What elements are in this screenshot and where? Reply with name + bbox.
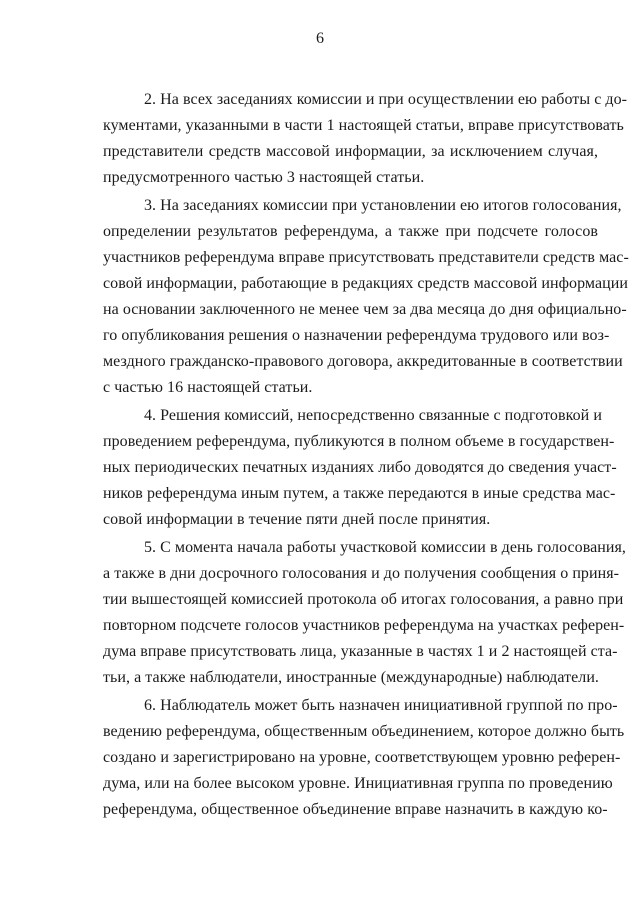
text-line: участников референдума вправе присутствовать представители средств мас- [103, 249, 629, 266]
paragraph-6 [103, 693, 625, 823]
text-line: на основании заключенного не менее чем за два месяца до дня официально- [103, 301, 627, 318]
text-line: 5. С момента начала работы участковой комиссии в день голосования, [144, 539, 626, 556]
text-line: референдума, общественное объединение вправе назначить в каждую ко- [103, 801, 608, 818]
paragraph-3 [103, 193, 629, 401]
text-line: с частью 16 настоящей статьи. [103, 379, 313, 396]
paragraph-4 [103, 403, 617, 533]
text-line: го опубликования решения о назначении референдума трудового или воз- [103, 327, 610, 344]
page-number: 6 [316, 30, 324, 47]
text-line: дума вправе присутствовать лица, указанные в частях 1 и 2 настоящей ста- [103, 643, 618, 660]
text-line: проведением референдума, публикуются в полном объеме в государствен- [103, 433, 615, 450]
text-line: ведению референдума, общественным объединением, которое должно быть [103, 723, 625, 740]
text-line: ных периодических печатных изданиях либо доводятся до сведения участ- [103, 459, 617, 476]
text-line: тии вышестоящей комиссией протокола об итогах голосования, а равно при [103, 591, 624, 608]
text-line: совой информации в течение пяти дней после принятия. [103, 511, 491, 528]
text-line: а также в дни досрочного голосования и до получения сообщения о приня- [103, 565, 619, 582]
paragraph-2 [103, 87, 628, 191]
text-line: 3. На заседаниях комиссии при установлении ею итогов голосования, [144, 197, 622, 214]
text-line: совой информации, работающие в редакциях средств массовой информации [103, 275, 628, 292]
text-line: повторном подсчете голосов участников референдума на участках референ- [103, 617, 625, 634]
text-line: кументами, указанными в части 1 настоящей статьи, вправе присутствовать [103, 117, 624, 134]
paragraph-5 [103, 535, 626, 691]
text-line: 2. На всех заседаниях комиссии и при осуществлении ею работы с до- [144, 91, 628, 108]
text-line: 6. Наблюдатель может быть назначен инициативной группой по про- [144, 697, 618, 714]
text-line: предусмотренного частью 3 настоящей статьи. [103, 169, 425, 186]
text-line: дума, или на более высоком уровне. Инициативная группа по проведению [103, 775, 613, 792]
text-line: мездного гражданско-правового договора, аккредитованные в соответствии [103, 353, 623, 370]
text-line: определении результатов референдума, а также при подсчете голосов [103, 223, 598, 240]
text-line: создано и зарегистрировано на уровне, соответствующем уровню референ- [103, 749, 621, 766]
text-line: представители средств массовой информации, за исключением случая, [103, 143, 598, 160]
document-body [103, 87, 629, 825]
text-line: тьи, а также наблюдатели, иностранные (международные) наблюдатели. [103, 669, 599, 686]
text-line: ников референдума иным путем, а также передаются в иные средства мас- [103, 485, 616, 502]
text-line: 4. Решения комиссий, непосредственно связанные с подготовкой и [144, 407, 602, 424]
